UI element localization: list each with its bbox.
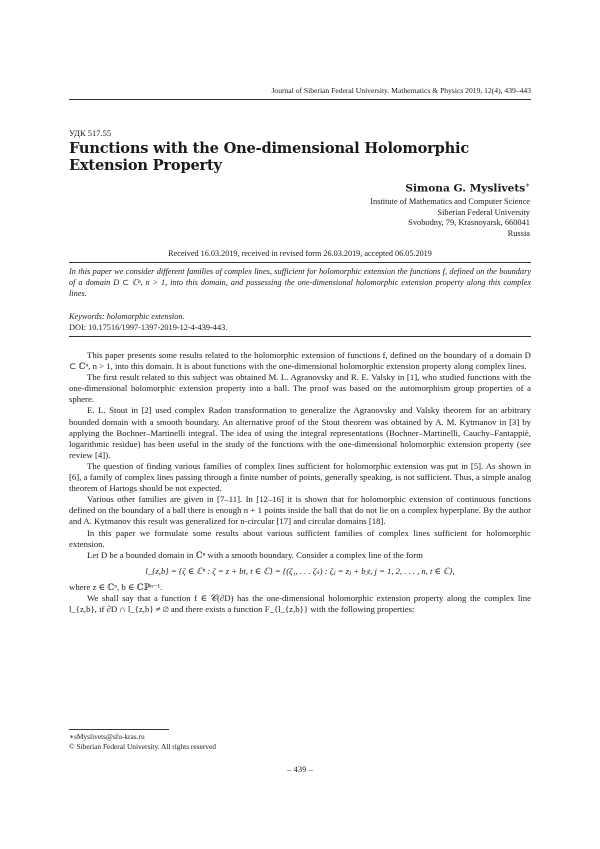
- page-number: – 439 –: [287, 764, 313, 774]
- body-paragraph: The first result related to this subject was obtained M. L. Agranovsky and R. E. Valsky in [1], who studied functions with the one-dimensional holomorphic extension property into a ball. The proof was based on the automorphism group properties of a sphere.: [69, 372, 531, 405]
- complex-line-formula: l_{z,b} = {ζ ∈ ℂⁿ : ζ = z + bt, t ∈ ℂ} = {(ζ₁, . . . ζₙ) : ζⱼ = zⱼ + bⱼt, j = 1, 2, . . . , n, t ∈ ℂ},: [145, 565, 455, 576]
- footnote-rule: [69, 729, 169, 730]
- body-paragraph: Various other families are given in [7–11]. In [12–16] it is shown that for holomorphic extension of continuous functions defined on the boundary of a ball there is enough n + 1 points inside the ball that do not lie on a complex hyperplane. By the author and A. Kytmanov this result was generalized for n-circular [17] and circular domains [18].: [69, 494, 531, 527]
- abstract: In this paper we consider different families of complex lines, sufficient for holomorphic extension the functions f, defined on the boundary of a domain D ⊂ ℂⁿ, n > 1, into this domain, and possessing the one-dimensional holomorphic extension property along this complex lines.: [69, 267, 531, 299]
- paper-title: Functions with the One-dimensional Holomorphic Extension Property: [69, 140, 470, 174]
- author-affiliation: [370, 197, 530, 239]
- affiliation-line: Russia: [507, 228, 530, 238]
- body-text: [69, 350, 531, 615]
- body-paragraph: This paper presents some results related to the holomorphic extension of functions f, defined on the boundary of a domain D ⊂ ℂⁿ, n > 1, into this domain. It is about functions with the one-dimensional holomorphic extension property along complex lines.: [69, 350, 531, 372]
- body-paragraph: Let D be a bounded domain in ℂⁿ with a smooth boundary. Consider a complex line of the form: [87, 549, 423, 560]
- affiliation-line: Svobodny, 79, Krasnoyarsk, 660041: [408, 218, 530, 228]
- abstract-bottom-rule: [69, 336, 531, 337]
- footnotes: [69, 732, 216, 751]
- received-dates: Received 16.03.2019, received in revised form 26.03.2019, accepted 06.05.2019: [168, 249, 432, 258]
- author-email: ∗sMyslivets@sfu-kras.ru: [69, 732, 145, 741]
- affiliation-line: Siberian Federal University: [437, 207, 530, 217]
- journal-line: Journal of Siberian Federal University. Mathematics & Physics 2019, 12(4), 439–443: [271, 86, 531, 95]
- body-paragraph: We shall say that a function f ∈ 𝒞(∂D) has the one-dimensional holomorphic extension property along the complex line l_{z,b}, if ∂D ∩ l_{z,b} ≠ ∅ and there exists a function F_{l_{z,b}} with the following properties:: [69, 592, 531, 615]
- where-line: where z ∈ ℂⁿ, b ∈ ℂℙⁿ⁻¹.: [69, 581, 163, 592]
- abstract-top-rule: [69, 262, 531, 263]
- body-paragraph: The question of finding various families of complex lines sufficient for holomorphic extension was put in [5]. As shown in [6], a family of complex lines passing through a finite number of points, generally speaking, is not sufficient. Thus, a simple analog theorem of Hartogs should be not expected.: [69, 460, 531, 494]
- body-paragraph: E. L. Stout in [2] used complex Radon transformation to generalize the Agranovsky and Valsky theorem for an arbitrary bounded domain with a smooth boundary. An alternative proof of the Stout theorem was obtained by A. M. Kytmanov in [3] by applying the Bochner–Martinelli integral. The idea of using the integral representations (Bochner–Martinelli, Cauchy–Fantappiè, logarithmic residue) has been useful in the study of the functions with the one-dimensional holomorphic extension property (see review [4]).: [69, 405, 531, 460]
- affiliation-line: Institute of Mathematics and Computer Science: [370, 197, 530, 206]
- journal-header: [69, 86, 531, 100]
- keywords: Keywords: holomorphic extension.: [69, 312, 185, 321]
- udc-code: УДК 517.55: [69, 128, 112, 138]
- body-paragraph: In this paper we formulate some results about various sufficient families of complex lines sufficient for holomorphic extension.: [69, 527, 531, 549]
- author-name: [405, 181, 530, 195]
- author-footnote-mark: ∗: [525, 181, 530, 189]
- doi: DOI: 10.17516/1997-1397-2019-12-4-439-443.: [69, 323, 228, 332]
- author-name-text: Simona G. Myslivets: [405, 182, 526, 195]
- copyright-notice: © Siberian Federal University. All rights reserved: [69, 741, 216, 751]
